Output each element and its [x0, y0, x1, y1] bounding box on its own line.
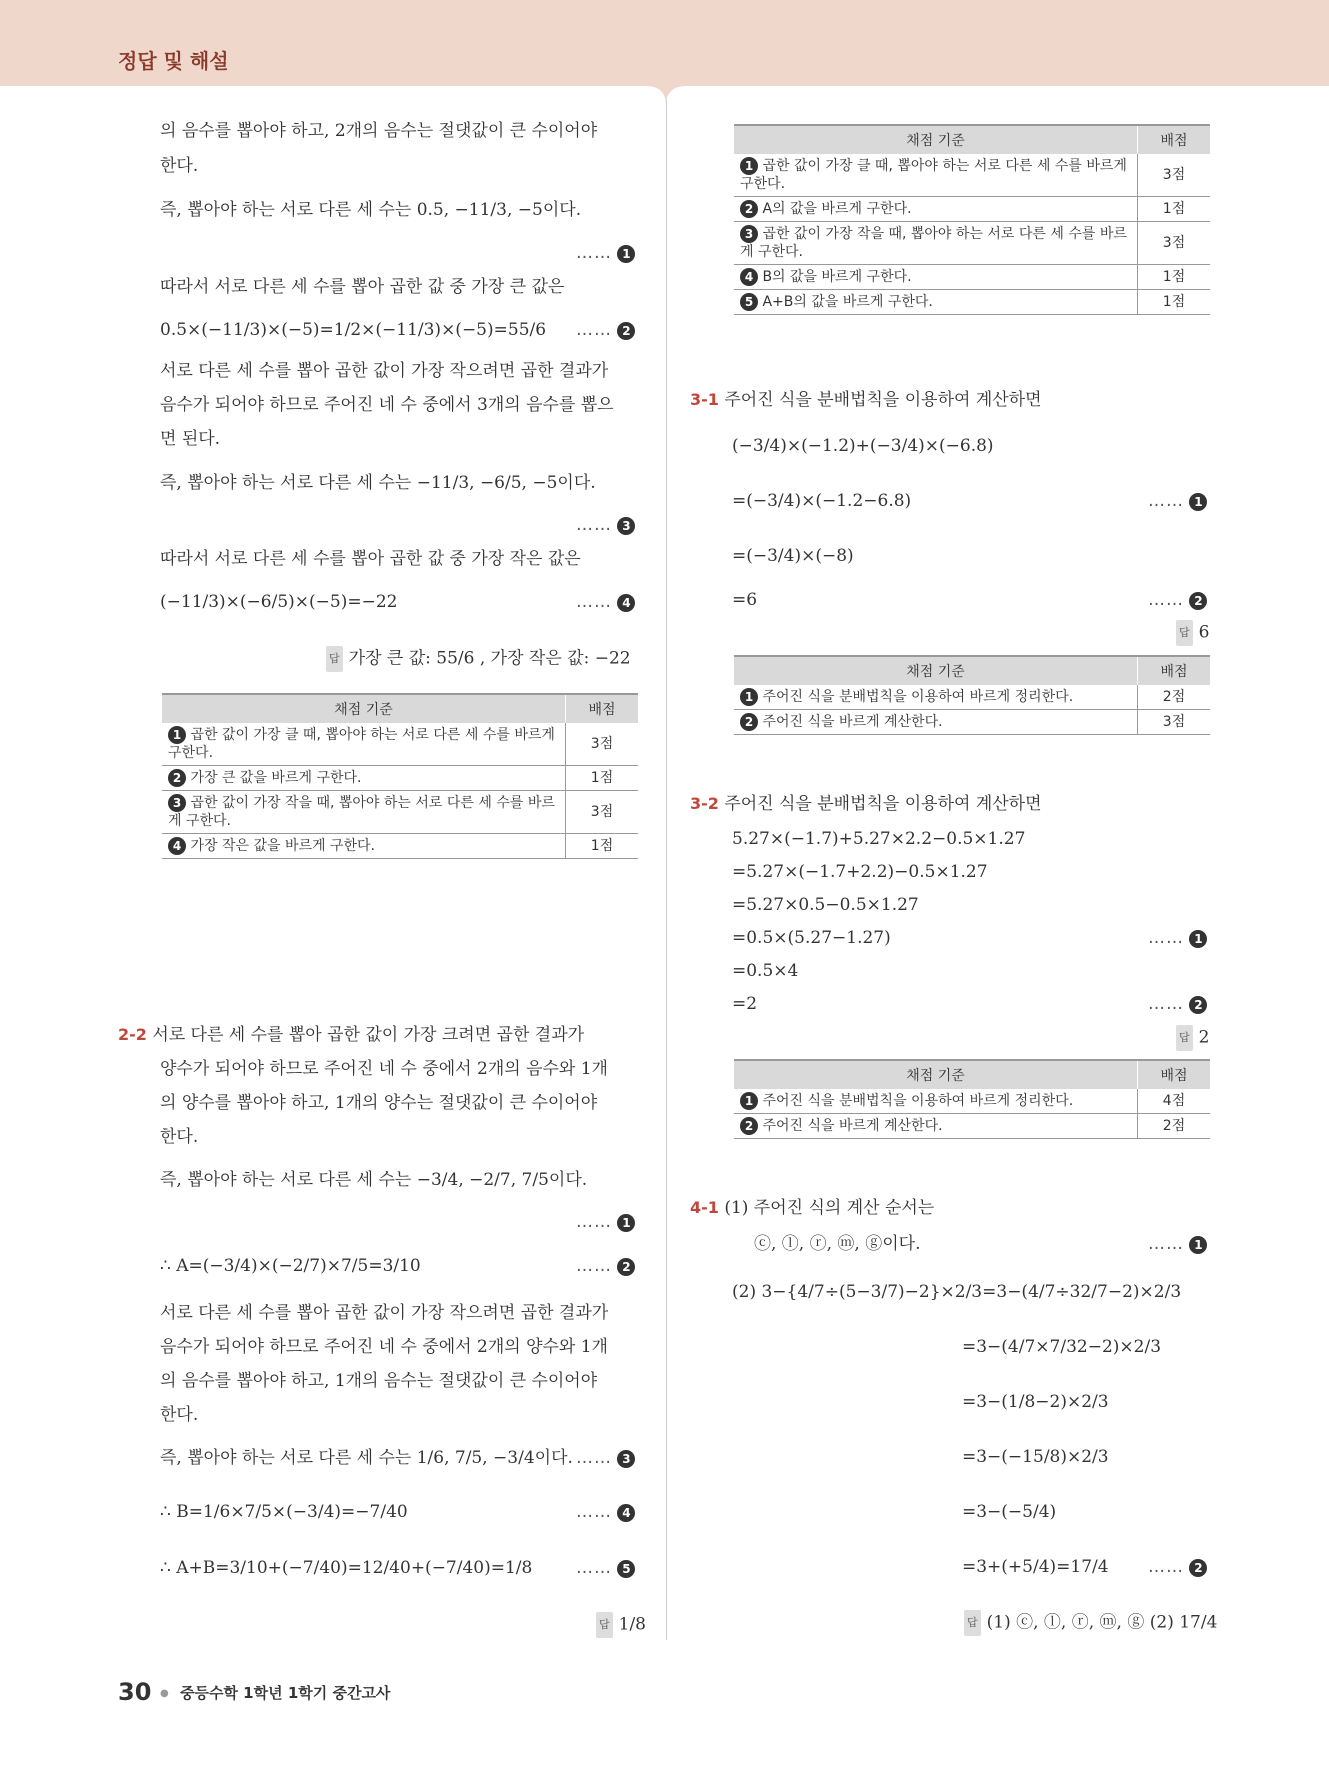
table-row: 5 A+B의 값을 바르게 구한다. 1점 [734, 290, 1210, 315]
problem-label: 4-1 [690, 1198, 719, 1217]
problem-label: 3-1 [690, 390, 719, 409]
step-marker: …… 5 [576, 1556, 635, 1580]
column-divider [666, 100, 667, 1640]
step-marker: …… 2 [576, 318, 635, 342]
equation-line: =5.27×0.5−0.5×1.27 [732, 895, 919, 915]
answer-line: 답 1/8 [596, 1612, 646, 1638]
problem-2-2: 2-2 서로 다른 세 수를 뽑아 곱한 값이 가장 크려면 곱한 결과가 [118, 1025, 585, 1045]
table-header: 배점 [1138, 125, 1211, 154]
equation-line: ∴ A=(−3/4)×(−2/7)×7/5=3/10 [160, 1256, 421, 1276]
step-marker: …… 2 [1148, 1555, 1207, 1579]
table-row: 2 주어진 식을 바르게 계산한다. 3점 [734, 710, 1210, 735]
equation-line: 0.5×(−11/3)×(−5)=1/2×(−11/3)×(−5)=55/6 [160, 320, 547, 340]
equation-line: =3−(4/7×7/32−2)×2/3 [962, 1337, 1162, 1357]
text-line: ⓒ, ⓛ, ⓡ, ⓜ, ⓖ이다. [754, 1234, 921, 1254]
text-line: 의 양수를 뽑아야 하고, 1개의 양수는 절댓값이 큰 수이어야 [160, 1093, 598, 1113]
equation-line: ∴ A+B=3/10+(−7/40)=12/40+(−7/40)=1/8 [160, 1558, 533, 1578]
equation-line: =(−3/4)×(−8) [732, 546, 854, 566]
text-line: 의 음수를 뽑아야 하고, 1개의 음수는 절댓값이 큰 수이어야 [160, 1371, 598, 1391]
equation-line: =0.5×4 [732, 961, 799, 981]
table-header: 채점 기준 [162, 694, 566, 723]
text-line: 따라서 서로 다른 세 수를 뽑아 곱한 값 중 가장 큰 값은 [160, 277, 565, 297]
table-header: 채점 기준 [734, 125, 1138, 154]
table-row: 2 주어진 식을 바르게 계산한다. 2점 [734, 1114, 1210, 1139]
text-line: 즉, 뽑아야 하는 서로 다른 세 수는 1/6, 7/5, −3/4이다. [160, 1448, 573, 1468]
table-row: 1 주어진 식을 분배법칙을 이용하여 바르게 정리한다. 4점 [734, 1089, 1210, 1114]
step-marker: …… 3 [576, 1446, 635, 1470]
page-number: 30 [118, 1678, 152, 1706]
table-row: 4 가장 작은 값을 바르게 구한다. 1점 [162, 834, 638, 859]
problem-3-1: 3-1 주어진 식을 분배법칙을 이용하여 계산하면 [690, 390, 1042, 410]
grading-table-1 [162, 693, 638, 859]
equation-line: =3−(−15/8)×2/3 [962, 1447, 1109, 1467]
footer-bullet: ● [160, 1688, 169, 1699]
table-row: 1 곱한 값이 가장 클 때, 뽑아야 하는 서로 다른 세 수를 바르게 구한다. 3점 [734, 154, 1210, 197]
table-row: 1 곱한 값이 가장 클 때, 뽑아야 하는 서로 다른 세 수를 바르게 구한다. 3점 [162, 723, 638, 766]
text-line: 의 음수를 뽑아야 하고, 2개의 음수는 절댓값이 큰 수이어야 [160, 121, 598, 141]
table-header: 배점 [1138, 1060, 1211, 1089]
problem-label: 2-2 [118, 1025, 147, 1044]
header-title: 정답 및 해설 [118, 49, 229, 73]
step-marker: …… 2 [576, 1254, 635, 1278]
equation-line: (2) 3−{4/7÷(5−3/7)−2}×2/3=3−(4/7÷32/7−2)×2/3 [732, 1282, 1182, 1302]
text-line: 즉, 뽑아야 하는 서로 다른 세 수는 −11/3, −6/5, −5이다. [160, 473, 596, 493]
table-row: 1 주어진 식을 분배법칙을 이용하여 바르게 정리한다. 2점 [734, 685, 1210, 710]
table-row: 3 곱한 값이 가장 작을 때, 뽑아야 하는 서로 다른 세 수를 바르게 구한다. 3점 [734, 222, 1210, 265]
text-line: 즉, 뽑아야 하는 서로 다른 세 수는 0.5, −11/3, −5이다. [160, 200, 582, 220]
equation-line: =6 [732, 590, 758, 610]
text-line: 면 된다. [160, 429, 221, 449]
text-line: 음수가 되어야 하므로 주어진 네 수 중에서 3개의 음수를 뽑으 [160, 395, 614, 415]
text-line: 한다. [160, 156, 199, 176]
step-marker: …… 1 [576, 241, 635, 265]
step-marker: …… 1 [1148, 1232, 1207, 1256]
table-header: 채점 기준 [734, 1060, 1138, 1089]
table-row: 3 곱한 값이 가장 작을 때, 뽑아야 하는 서로 다른 세 수를 바르게 구한다. 3점 [162, 791, 638, 834]
grading-table-3-1 [734, 655, 1210, 735]
step-marker: …… 4 [576, 590, 635, 614]
step-marker: …… 1 [1148, 489, 1207, 513]
table-header: 채점 기준 [734, 656, 1138, 685]
table-row: 2 가장 큰 값을 바르게 구한다. 1점 [162, 766, 638, 791]
equation-line: =5.27×(−1.7+2.2)−0.5×1.27 [732, 862, 988, 882]
step-marker: …… 1 [576, 1210, 635, 1234]
step-marker: …… 1 [1148, 926, 1207, 950]
equation-line: 5.27×(−1.7)+5.27×2.2−0.5×1.27 [732, 829, 1026, 849]
text-line: 음수가 되어야 하므로 주어진 네 수 중에서 2개의 양수와 1개 [160, 1337, 608, 1357]
equation-line: =3+(+5/4)=17/4 [962, 1557, 1109, 1577]
equation-line: =2 [732, 994, 758, 1014]
answer-line: 답 (1) ⓒ, ⓛ, ⓡ, ⓜ, ⓖ (2) 17/4 [964, 1610, 1217, 1636]
step-marker: …… 2 [1148, 992, 1207, 1016]
table-row: 2 A의 값을 바르게 구한다. 1점 [734, 197, 1210, 222]
answer-line: 답 가장 큰 값: 55/6 , 가장 작은 값: −22 [326, 646, 631, 672]
grading-table-0 [734, 124, 1210, 315]
table-row: 4 B의 값을 바르게 구한다. 1점 [734, 265, 1210, 290]
table-header: 배점 [566, 694, 639, 723]
problem-4-1: 4-1 (1) 주어진 식의 계산 순서는 [690, 1198, 935, 1218]
text-line: 서로 다른 세 수를 뽑아 곱한 값이 가장 작으려면 곱한 결과가 [160, 361, 609, 381]
text-line: 서로 다른 세 수를 뽑아 곱한 값이 가장 작으려면 곱한 결과가 [160, 1303, 609, 1323]
problem-label: 3-2 [690, 794, 719, 813]
book-title: 중등수학 1학년 1학기 중간고사 [180, 1684, 391, 1702]
problem-3-2: 3-2 주어진 식을 분배법칙을 이용하여 계산하면 [690, 794, 1042, 814]
equation-line: ∴ B=1/6×7/5×(−3/4)=−7/40 [160, 1502, 408, 1522]
page-header [0, 0, 1329, 86]
text-line: 즉, 뽑아야 하는 서로 다른 세 수는 −3/4, −2/7, 7/5이다. [160, 1170, 588, 1190]
step-marker: …… 2 [1148, 588, 1207, 612]
step-marker: …… 4 [576, 1500, 635, 1524]
answer-line: 답 6 [1176, 620, 1209, 646]
step-marker: …… 3 [576, 513, 635, 537]
equation-line: (−3/4)×(−1.2)+(−3/4)×(−6.8) [732, 436, 994, 456]
text-line: 따라서 서로 다른 세 수를 뽑아 곱한 값 중 가장 작은 값은 [160, 549, 581, 569]
equation-line: =3−(−5/4) [962, 1502, 1057, 1522]
grading-table-3-2 [734, 1059, 1210, 1139]
text-line: 한다. [160, 1127, 199, 1147]
equation-line: (−11/3)×(−6/5)×(−5)=−22 [160, 592, 398, 612]
answer-line: 답 2 [1176, 1025, 1209, 1051]
equation-line: =(−3/4)×(−1.2−6.8) [732, 491, 912, 511]
equation-line: =3−(1/8−2)×2/3 [962, 1392, 1109, 1412]
text-line: 한다. [160, 1405, 199, 1425]
table-header: 배점 [1138, 656, 1211, 685]
equation-line: =0.5×(5.27−1.27) [732, 928, 891, 948]
text-line: 양수가 되어야 하므로 주어진 네 수 중에서 2개의 음수와 1개 [160, 1059, 608, 1079]
